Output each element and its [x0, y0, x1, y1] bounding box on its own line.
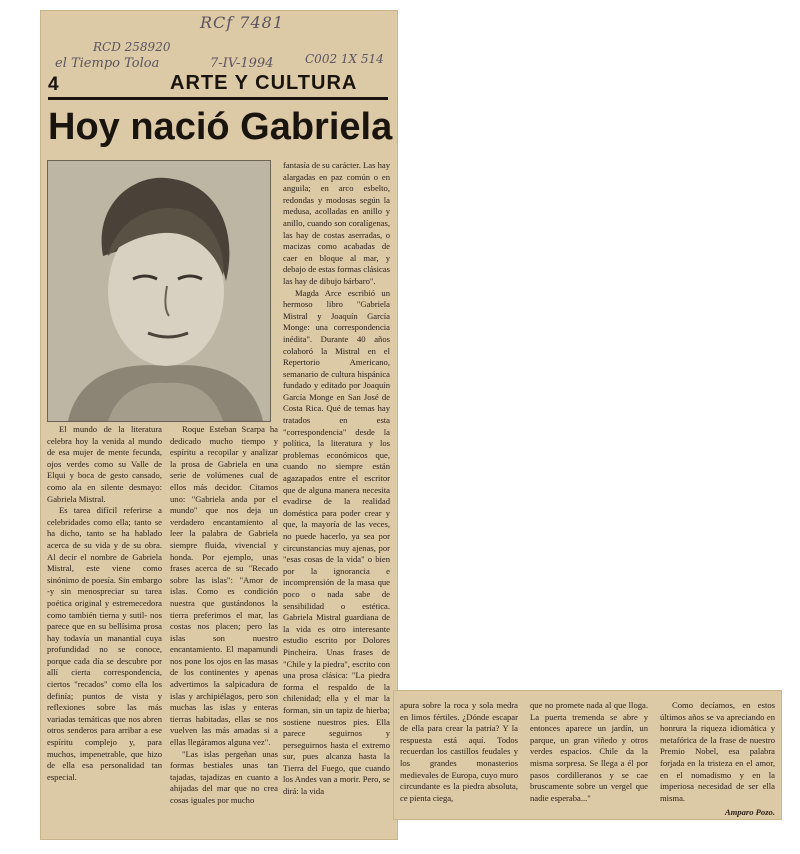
paragraph: Es tarea difícil referirse a celebridades como ella; tanto se ha dicho, tanto se ha hablado acerca de su vida y de su obra. Al decir el nombre de Gabriela Mistral, este viene como sinónimo de poesía. Sin embargo -y sin menospreciar su tarea poética original y estremecedora como también tierna y sutil- nos parece que en su bellísima prosa hay todavía un manantial cuya profundidad no se conoce, porque cada día se descubre por allí cierta correspondencia, ciertos "recados" como ella los definía; puntos de vista y reflexiones sobre las más variadas temáticas que nos abren otros senderos para arribar a ese espíritu complejo y, para muchos, impenetrable, que hizo de ella esa personalidad tan especial.	[47, 505, 162, 782]
portrait-photo-icon	[48, 161, 270, 421]
header-rule	[48, 97, 388, 100]
section-title: ARTE Y CULTURA	[170, 72, 358, 94]
paragraph: fantasía de su carácter. Las hay alargadas en paz común o en anguila; en arco esbelto, redondas y modosas según la medusa, acolladas en anillo y anillo, cuando son coralígenas, las hay de costas aserradas, o macizas como acabadas de caer en bloque al mar, y debajo de estas formas clásicas las hay de dibujo bárbaro".	[283, 160, 390, 286]
portrait-photo	[47, 160, 271, 422]
article-column-5	[530, 700, 648, 812]
headline: Hoy nació Gabriela	[48, 106, 393, 148]
paragraph: El mundo de la literatura celebra hoy la venida al mundo de esa mujer de mente fecunda, ojos verdes como su Valle de Elqui y boca de gesto cansado, como ala en silente desmayo: Gabriela Mistral.	[47, 424, 162, 504]
paragraph: Como decíamos, en estos últimos años se va apreciando en honrura la riqueza idiomática y metafórica de la frase de nuestro Premio Nobel, esa palabra forjada en la tristeza en el amor, en el nomadismo y en la imperiosa necesidad de ser ella misma.	[660, 700, 775, 803]
article-column-4	[400, 700, 518, 812]
paragraph: Magda Arce escribió un hermoso libro "Gabriela Mistral y Joaquín García Monge: una correspondencia inédita". Durante 40 años colaboró la Mistral en el Repertorio Americano, semanario de cultura hispánica fundado y editado por Joaquín García Monge en San José de Costa Rica. Qué de temas hay tratados en esta "correspondencia" desde la política, la literatura y los problemas económicos que, cuando no siempre están agazapados entre el escritor que de alguna manera necesita evadirse de la realidad doméstica para poder crear y que, la mayoría de las veces, no puede hacerlo, ya sea por circunstancias muy ajenas, por "esas cosas de la vida" o bien por la ignorancia e incomprensión de la masa que poco o nada sabe de sensibilidad o estética. Gabriela Mistral guardiana de la vida es otro interesante estudio escrito por Dolores Pincheira. Unas frases de "Chile y la piedra", escrito con una prosa clásica: "La piedra forma el respaldo de la chilenidad; ella y el mar la forman, sin un tapiz de hierba; sostiene nuestros pies. Ella parece seguirnos y perseguirnos hasta el extremo sur, pues alcanza hasta la Tierra del Fuego, que cuando los Andes van a morir. Pero, se dirá: la vida	[283, 287, 390, 797]
paragraph: "Las islas pergeñan unas formas bestiales unas tan tajadas, tajadizas en cuanto a ahijadas del mar que no crea cosas iguales por mucho	[170, 748, 278, 805]
paragraph: Roque Esteban Scarpa ha dedicado mucho tiempo y espíritu a recopilar y analizar la prosa de Gabriela en una serie de volúmenes cual de ellos más decidor. Citamos uno: "Gabriela anda por el mundo" que nos deja un verdadero encantamiento al leer la palabra de Gabriela siempre fluida, vivencial y honda. Por ejemplo, unas frases acerca de su "Recado sobre las islas": "Amor de islas. Como es condición nuestra que gustándonos la tierra preferimos el mar, las costas nos placen; pero las islas son nuestro encantamiento. El mapamundi nos pone los ojos en las masas de los continentes y apenas advertimos la salpicadura de islas y archipiélagos, pero son muchas las islas y enteras tierras habitadas, ellas se nos vuelven las más amadas si a ellas llegáramos alguna vez".	[170, 424, 278, 748]
handwritten-source: el Tiempo Toloa	[55, 56, 160, 71]
author-signature: Amparo Pozo.	[724, 807, 775, 818]
article-column-1	[47, 424, 162, 824]
page-number: 4	[48, 74, 59, 95]
article-column-3	[283, 160, 390, 828]
handwritten-ref-b: RCD 258920	[93, 40, 171, 54]
handwritten-date: 7-IV-1994	[210, 56, 274, 71]
paragraph: que no promete nada al que lloga. La puerta tremenda se abre y entonces aparece un jardín, un parque, un gran viñedo y otros verdes espacios. Chile da la misma sorpresa. Se llega a él por pasos cordilleranos y se cae bruscamente sobre un vergel que nadie esperaba..."	[530, 700, 648, 803]
article-column-2	[170, 424, 278, 824]
paragraph: apura sobre la roca y sola medra en limos fértiles. ¿Dónde escapar de ella para crear la patria? Y la respuesta está aquí. Todos recuerdan los castillos feudales y los grandes monasterios medievales de Europa, cuyo muro circundante es la piedra absoluta, ce pienta ciega,	[400, 700, 518, 803]
handwritten-ref-a: RCf 7481	[200, 13, 285, 32]
article-column-6	[660, 700, 775, 818]
handwritten-ref-c: C002 1X 514	[305, 52, 384, 66]
